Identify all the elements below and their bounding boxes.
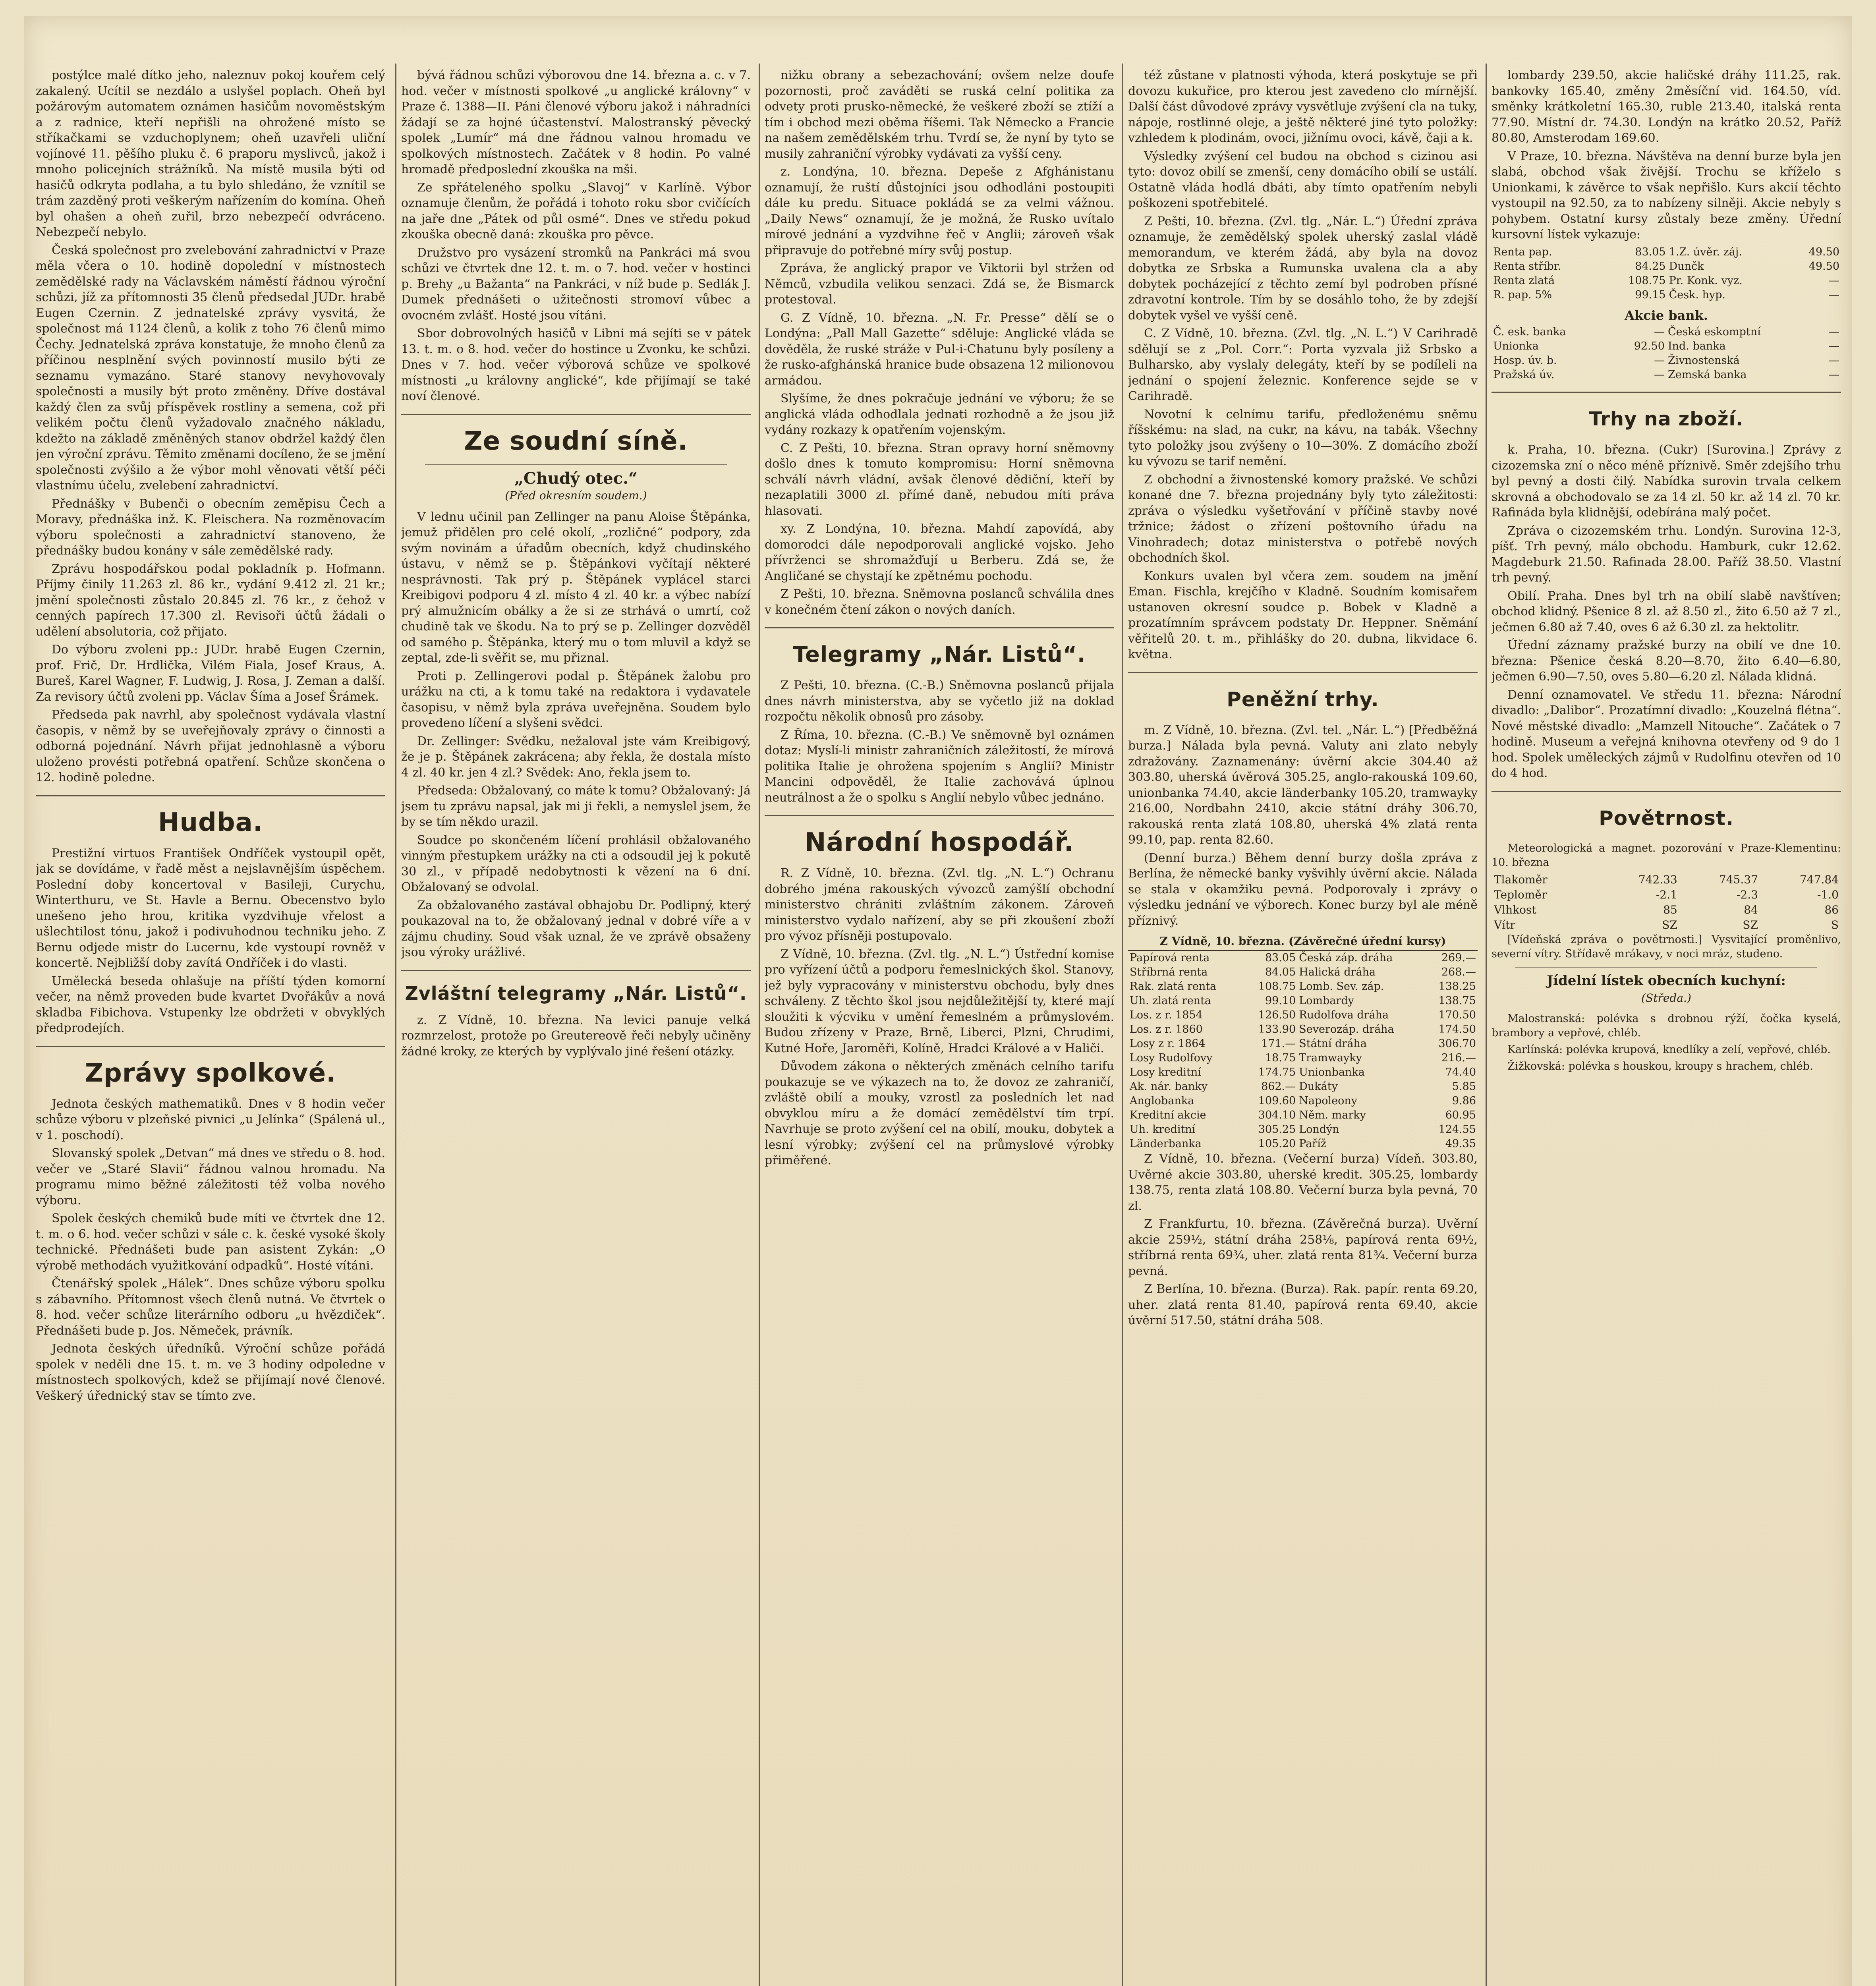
paragraph: Sbor dobrovolných hasičů v Libni má sejíti se v pátek 13. t. m. o 8. hod. večer do hostince u Zvonku, ke schůzi. Dnes v 7. hod. večer výborová schůze ve spolkové místnosti „u královny anglické“, kde přijímají se také noví členové. [401,326,751,403]
paragraph: Slovanský spolek „Detvan“ má dnes ve středu o 8. hod. večer ve „Staré Slavii“ řádnou valnou hromadu. Na programu mimo běžné záležitosti též volba nového výboru. [36,1146,385,1207]
cell-value: 18.75 [1265,1052,1296,1064]
price-row [1492,274,1841,288]
quotes-table-header: Z Vídně, 10. března. (Závěrečné úřední kursy) [1128,931,1478,950]
cell-label: Kreditní akcie [1130,1109,1206,1121]
paragraph: Čtenářský spolek „Hálek“. Dnes schůze výboru spolku s zábavního. Přítomnost všech členů nutná. Ve čtvrtek o 8. hod. večer schůze literárního odboru „u hvězdiček“. Přednášeti bude p. Jos. Němeček, právník. [36,1277,385,1338]
cell-value: 99.10 [1265,995,1296,1007]
paragraph: Z Pešti, 10. března. (C.-B.) Sněmovna poslanců přijala dnes návrh ministerstva, aby se vyčetlo již na doklad rozpočtu několik obnosů pro zásoby. [765,678,1114,724]
paragraph: Do výboru zvoleni pp.: JUDr. hrabě Eugen Czernin, prof. Frič, Dr. Hrdlička, Vilém Fiala, Josef Kraus, A. Bureš, Karel Wagner, F. Ludwig, J. Rosa, J. Zeman a další. Za revisory účtů zvoleni pp. Václav Šíma a Josef Šrámek. [36,643,385,704]
price-table-2 [1492,325,1841,382]
cell-label: Státní dráha [1299,1037,1367,1050]
paragraph: Soudce po skončeném líčení prohlásil obžalovaného vinným přestupkem urážky na cti a odsoudil jej k pokutě 30 zl., v případě nedobytnosti k vězení na 6 dní. Obžalovaný se odvolal. [401,833,751,894]
cell-value: 83.05 [1265,952,1296,964]
cell-label: Uh. kreditní [1130,1123,1196,1136]
paragraph: Proti p. Zellingerovi podal p. Štěpánek žalobu pro urážku na cti, a k tomu také na redaktora i vydavatele časopisu, v němž byla zpráva uveřejněna. Soudem bylo provedeno líčení a slyšeni svědci. [401,669,751,730]
paragraph: Předseda: Obžalovaný, co máte k tomu? Obžalovaný: Já jsem tu zprávu napsal, jak mi ji řekli, a nemyslel jsem, že by se tím někdo urazil. [401,784,751,829]
cell-label: Ak. nár. banky [1130,1080,1208,1093]
cell-label: Stříbrná renta [1130,966,1208,978]
cell-value: 170.50 [1438,1009,1476,1021]
cell-label: Tlakoměr [1494,873,1548,886]
quote-row [1128,950,1478,965]
divider [765,627,1114,628]
column-rule [759,64,760,1986]
cell-value: 99.15 [1635,288,1666,301]
cell-value: 306.70 [1438,1037,1476,1050]
cell-label: Tramwayky [1299,1052,1362,1064]
cell-value: 747.84 [1800,873,1839,886]
section-heading-hudba: Hudba. [158,808,263,837]
paragraph: Ze spřáteleného spolku „Slavoj“ v Karlíně. Výbor oznamuje členům, že pořádá i tohoto roku sbor cvičících na jaře dne „Pátek od půl osmé“. Dnes ve středu pokud zkouška obecně daná: zkouška pro pěvce. [401,180,751,241]
paragraph: nižku obrany a sebezachování; ovšem nelze doufe pozornosti, proč zaváděti se ruská celní politika za odvety proti prusko-německé, že veškeré zboží se ztíží a tím i obchod mezi oběma říšemi. Tak Německo a Francie na našem zemědělském trhu. Tvrdí se, že nyní by tyto se musily zahraniční výrobky vydávati za vyšší ceny. [765,68,1114,161]
quote-row [1128,1065,1478,1080]
paragraph: V Praze, 10. března. Návštěva na denní burze byla jen slabá, obchod však živější. Trochu se kříželo s Unionkami, k závěrce to však nepřišlo. Kurs akcií těchto vystoupil na 92.50, za to nabízeny silněji. Akcie nebyly s pohybem. Ostatní kursy zůstaly beze změny. Úřední kursovní lístek vykazuje: [1492,149,1841,241]
column-rule [1122,64,1123,1986]
weather-row [1492,872,1841,887]
quotes-table [1128,931,1478,1151]
weather-intro: Meteorologická a magnet. pozorování v Praze-Klementinu: 10. března [1492,842,1841,869]
price-row [1492,339,1841,354]
menu-item: Malostranská: polévka s drobnou rýží, čočka kyselá, brambory a vepřové, chléb. [1492,1012,1841,1039]
cell-label: Lomb. Sev. záp. [1299,980,1384,993]
cell-value: 174.75 [1258,1066,1296,1078]
cell-label: Česká eskomptní [1667,326,1761,338]
cell-label: 745.37 [1719,873,1758,886]
cell-label: SZ [1743,918,1758,931]
cell-label: Dunčk [1669,260,1704,272]
cell-value: 304.10 [1258,1109,1296,1121]
cell-label: Napoleony [1299,1095,1358,1107]
cell-value: 5.85 [1452,1080,1476,1093]
divider [36,795,385,796]
cell-value: S [1831,918,1839,931]
cell-label: Zemská banka [1667,369,1747,381]
cell-label: Renta stříbr. [1493,260,1561,272]
cell-label: Losy Rudolfovy [1130,1052,1213,1064]
paragraph: R. Z Vídně, 10. března. (Zvl. tlg. „N. L.“) Ochranu dobrého jména rakouských vývozců zamýšlí obchodní ministerstvo chrániti zvláštním zákonem. Zároveň ministerstvo vydalo nařízení, aby se při zkoušení zboží pro vývoz přísněji postupovalo. [765,866,1114,943]
paragraph: Z Pešti, 10. března. Sněmovna poslanců schválila dnes v konečném čtení zákon o nových daních. [765,587,1114,617]
cell-value: 138.75 [1438,995,1476,1007]
cell-value: 862.— [1261,1080,1296,1093]
price-row [1492,354,1841,368]
cell-label: Pražská úv. [1493,369,1555,381]
column-4 [1128,68,1478,1986]
cell-value: 216.— [1441,1052,1476,1064]
weather-row [1492,887,1841,902]
paragraph: Česká společnost pro zvelebování zahradnictví v Praze měla včera o 10. hodině dopolední v místnostech zemědělské rady na Václavském náměstí řádnou výroční schůzi, jíž za přítomnosti 35 členů předsedal JUDr. hrabě Eugen Czernin. Z jednatelské zprávy vysvitá, že společnost má 1124 členů, a kolik z toho 76 členů mimo Čechy. Jednatelská zpráva konstatuje, že mnoho členů za příčinou nesplnění svých povinností musilo býti ze seznamu vymazáno. Staré stanovy nevyhovovaly společnosti a musily být proto změněny. Dříve dostával každý člen za svůj příspěvek rostliny a semena, což při velikém počtu členů vyžadovalo značného nákladu, kdežto na základě změněných stanov obdržel každý člen jen výroční zprávu. Těmito změnami docíleno, že se jmění společnosti zvýšilo a že výbor mohl věnovati větší péči vlastnímu účelu, zvelebení zahradnictví. [36,243,385,493]
quote-row [1128,1022,1478,1037]
paragraph: též zůstane v platnosti výhoda, která poskytuje se při dovozu kukuřice, pro kterou jest zavedeno clo mírnější. Další část důvodové zprávy vysvětluje zvýšení cla na tuky, nápoje, rostlinné oleje, a ještě některé jiné tyto položky: vzhledem k plodinám, ovoci, jižnímu ovoci, kávě, čaji a k. [1128,68,1478,145]
section-heading-hospodar: Národní hospodář. [804,828,1074,857]
paragraph: Slyšíme, že dnes pokračuje jednání ve výboru; že se anglická vláda odhodlala jednati rozhodně a že jsou již vydány rozkazy k opatřením vojenským. [765,392,1114,437]
cell-value: -1.0 [1817,888,1839,901]
cell-value: 83.05 [1635,245,1666,258]
cell-value: SZ [1662,918,1677,931]
divider [1515,967,1817,968]
weather-row [1492,902,1841,918]
column-rule [395,64,396,1986]
paragraph: Výsledky zvýšení cel budou na obchod s cizinou asi tyto: dovoz obilí se zmenší, ceny domácího obilí se ustálí. Ostatně vláda hodlá dbáti, aby tímto opatřením nebyli poškozeni spotřebitelé. [1128,149,1478,210]
cell-value: — [1654,369,1665,381]
cell-value: 133.90 [1258,1023,1296,1036]
cell-value: 171.— [1261,1037,1296,1050]
cell-value: 174.50 [1438,1023,1476,1036]
divider [1492,791,1841,792]
section-heading-povetrnost: Povětrnost. [1599,806,1734,830]
paragraph: Jednota českých mathematiků. Dnes v 8 hodin večer schůze výboru v plzeňské pivnici „u Jelínka“ (Spálená ul., v 1. poschodí). [36,1097,385,1142]
section-heading-telegramy-nl: Telegramy „Nár. Listů“. [793,642,1086,667]
divider [1128,672,1478,673]
cell-label: Česká záp. dráha [1299,952,1393,964]
cell-label: Unionbanka [1299,1066,1365,1078]
weather-note: [Vídeňská zpráva o povětrnosti.] Vysvitající proměnlivo, severní vítry. Střídavě mrákavy, v noci mráz, studeno. [1492,933,1841,960]
jidelni-listek-day: (Středa.) [1641,991,1691,1005]
paragraph: Z Vídně, 10. března. (Zvl. tlg. „N. L.“) Ústřední komise pro vyřízení účtů a podporu řemeslnických škol. Stanovy, jež byly vypracovány v ministerstvu obchodu, byly dnes schváleny. Z těchto škol jsou nejdůležitější ty, které mají sloužiti k výcviku v umění řemeslném a průmyslovém. Budou zřízeny v Praze, Brně, Liberci, Plzni, Chrudimi, Kutné Hoře, Jaroměři, Kolíně, Hradci Králové a v Haliči. [765,947,1114,1055]
quote-row [1128,1122,1478,1137]
cell-label: Los. z r. 1854 [1130,1009,1203,1021]
cell-label: -2.3 [1736,888,1758,901]
column-2 [401,68,751,1986]
cell-label: Länderbanka [1130,1138,1202,1150]
cell-value: 60.95 [1445,1109,1476,1121]
column-3 [765,68,1114,1986]
paragraph: k. Praha, 10. března. (Cukr) [Surovina.] Zprávy z cizozemska zní o něco méně příznivě. Směr zdejšího trhu byl pevný a dosti čilý. Nabídka surovin trvala celkem skrovná a obchodovalo se za 14 zl. 50 kr. až 14 zl. 70 kr. Rafináda byla klidnější, odebírána malý počet. [1492,443,1841,520]
cell-label: Rak. zlatá renta [1130,980,1217,993]
paragraph: Družstvo pro vysázení stromků na Pankráci má svou schůzi ve čtvrtek dne 12. t. m. o 7. hod. večer v hostinci p. Brehy „u Bažanta“ na Pankráci, v níž bude p. Sedlák J. Dumek přednášeti o užitečnosti stromoví vůbec a ovocném zvlášť. Hosté jsou vítáni. [401,245,751,323]
paragraph: Předseda pak navrhl, aby společnost vydávala vlastní časopis, v němž by se uveřejňovaly zprávy o činnosti a odborná pojednání. Návrh přijat jednohlasně a výboru uloženo provésti potřebná opatření. Schůze skončena o 12. hodině poledne. [36,708,385,784]
cell-label: Česk. hyp. [1669,288,1726,301]
cell-value: 49.50 [1808,260,1839,272]
cell-label: Paříž [1299,1138,1327,1150]
column-rule [1486,64,1487,1986]
paragraph: z. Z Vídně, 10. března. Na levici panuje velká rozmrzelost, protože po Greutereově řeči nebyly učiněny žádné kroky, ze kterých by vyplývalo jiné řešení otázky. [401,1013,751,1059]
cell-value: 126.50 [1258,1009,1296,1021]
cell-label: Lombardy [1299,995,1354,1007]
section-heading-telegramy: Zvláštní telegramy „Nár. Listů“. [405,982,747,1004]
cell-value: -2.1 [1656,888,1677,901]
case-subtitle: (Před okresním soudem.) [505,489,647,502]
quote-row [1128,979,1478,994]
paragraph: z. Londýna, 10. března. Depeše z Afghánistanu oznamují, že ruští důstojníci jsou odhodláni postoupiti dále ku predu. Situace pokládá se za velmi vážnou. „Daily News“ oznamují, že je možná, že Rusko uvítalo mírové jednání a vyzdvihne řeč v Anglii; zároveň však připravuje do potřebné míry svůj postup. [765,165,1114,257]
quote-row [1128,994,1478,1008]
cell-value: 84.05 [1265,966,1296,978]
paragraph: Spolek českých chemiků bude míti ve čtvrtek dne 12. t. m. o 6. hod. večer schůzi v sále c. k. české vysoké školy technické. Přednášeti bude pan asistent Zykán: „O výrobě methodách využitkování odpadků“. Hosté vítáni. [36,1211,385,1273]
price-row [1492,368,1841,382]
quote-row [1128,1037,1478,1051]
menu-item: Karlínská: polévka krupová, knedlíky a zelí, vepřové, chléb. [1507,1043,1831,1056]
paragraph: Z obchodní a živnostenské komory pražské. Ve schůzi konané dne 7. března projednány byly tyto záležitosti: zpráva o výsledku vyšetřování v příčině stavby nové tržnice; žádost o zřízení poštovního úřadu na Vinohradech; dotaz ministerstva o potřebě nových obchodních škol. [1128,472,1478,565]
column-1 [36,68,385,1986]
cell-value: — [1829,340,1839,352]
paragraph: G. Z Vídně, 10. března. „N. Fr. Presse“ dělí se o Londýna: „Pall Mall Gazette“ sděluje: Anglické vláda se dověděla, že ruské stráže v Pul-i-Chatunu byly posíleny a že rusko-afghánská hranice bude obsazena 12 milionovou armádou. [765,311,1114,388]
paragraph: Důvodem zákona o některých změnách celního tarifu poukazuje se ve výkazech na to, že dovoz ze zahraničí, zvláště obilí a mouky, vzrostl za posledních let nad obvyklou míru a že domácí zemědělství tím trpí. Navrhuje se proto zvýšení cel na obilí, mouku, dobytek a lesní výrobky; zvýšení cel na průmyslové výrobky přiměřené. [765,1059,1114,1167]
price-row [1492,245,1841,259]
divider [425,464,727,465]
paragraph: Novotní k celnímu tarifu, předloženému sněmu říšskému: na slad, na cukr, na kávu, na tabák. Všechny tyto položky jsou zvýšeny o 10—30%. Z domácího zboží ku vývozu se tarif nemění. [1128,407,1478,468]
price-row [1492,288,1841,302]
section-heading-trhy-zbozi: Trhy na zboží. [1589,408,1744,430]
cell-label: Severozáp. dráha [1299,1023,1394,1036]
quote-row [1128,1094,1478,1108]
cell-value: 742.33 [1638,873,1677,886]
cell-label: Renta zlatá [1493,274,1555,287]
quote-row [1128,1051,1478,1065]
paragraph: m. Z Vídně, 10. března. (Zvl. tel. „Nár. L.“) [Předběžná burza.] Nálada byla pevná. Valuty ani zlato nebyly zdražovány. Zaznamenány: úvěrní akcie 304.40 až 303.80, uherská úvěrová 305.25, anglo-rakouská 109.60, unionbanka 74.40, akcie länderbanky 105.20, tramwayky 216.00, Nordbahn 2410, akcie státní dráhy 306.70, rakouská renta zlatá 108.80, uherská 4% zlatá renta 99.10, pap. renta 82.60. [1128,723,1478,847]
cell-label: R. pap. 5% [1493,288,1552,301]
quote-row [1128,1080,1478,1094]
cell-value: 85 [1663,903,1677,916]
cell-label: 84 [1744,903,1758,916]
cell-value: 84.25 [1635,260,1666,272]
cell-label: Něm. marky [1299,1109,1366,1121]
cell-label: Losy kreditní [1130,1066,1201,1078]
newspaper-page [24,16,1852,1986]
cell-label: Teploměr [1494,888,1547,901]
cell-label: Č. esk. banka [1493,326,1566,338]
paragraph: Umělecká beseda ohlašuje na příští týden komorní večer, na němž proveden bude kvartet Dvořákův a nová skladba Fibichova. Vstupenky lze obdržeti v obvyklých předprodejích. [36,974,385,1035]
section-heading-soud: Ze soudní síně. [464,426,688,456]
paragraph: (Denní burza.) Během denní burzy došla zpráva z Berlína, že německé banky vyšvihly úvěrní akcie. Nálada se stala v okamžiku pevná. Podporovaly i zprávy o výsledku jednání ve výborech. Konec burzy byl ale méně příznivý. [1128,851,1478,928]
cell-label: Živnostenská [1667,354,1740,367]
weather-table [1492,872,1841,933]
paragraph: C. Z Pešti, 10. března. Stran opravy horní sněmovny došlo dnes k tomuto kompromisu: Horní sněmovna schválí návrh vládní, avšak členové dědiční, kteří by nezaplatili 3000 zl. přímé daně, nebudou míti práva hlasovati. [765,441,1114,518]
paragraph: Obilí. Praha. Dnes byl trh na obilí slabě navštíven; obchod klidný. Pšenice 8 zl. až 8.50 zl., žito 6.50 až 7 zl., ječmen 6.80 až 7.40, oves 6 až 6.30 zl. za hektolitr. [1492,589,1841,634]
cell-value: 105.20 [1258,1138,1296,1150]
paragraph: Za obžalovaného zastával obhajobu Dr. Podlipný, který poukazoval na to, že obžalovaný jednal v dobré víře a v zájmu chudiny. Soud však uznal, že ve zprávě obsaženy jsou výroky urážlivé. [401,898,751,959]
quote-row [1128,965,1478,979]
cell-value: — [1654,326,1665,338]
paragraph: Zpráva o cizozemském trhu. Londýn. Surovina 12-3, píšť. Trh pevný, málo obchodu. Hamburk, cukr 12.62. Magdeburk 21.50. Rafinada 28.00. Paříž 38.50. Vlastní trh pevný. [1492,524,1841,585]
paragraph: Prestižní virtuos František Ondříček vystoupil opět, jak se dovídáme, v řadě měst a nejslavnějším úspěchem. Poslední doby koncertoval v Basileji, Curychu, Winterthuru, ve St. Havle a Bernu. Obecenstvo bylo unešeno jeho hrou, kritika vyzdvihuje vřelost a ušlechtilost tónu, jakož i podivuhodnou techniku jeho. Z Bernu odjede mistr do Lucernu, kde vystoupí rovněž v koncertě. Nejbližší doby zavítá Ondříček i do vlasti. [36,846,385,970]
subheading-akcie: Akcie bank. [1625,307,1708,323]
divider [1492,392,1841,393]
price-table-1 [1492,245,1841,302]
cell-value: 108.75 [1258,980,1296,993]
cell-value: — [1829,274,1839,287]
paragraph: Konkurs uvalen byl včera zem. soudem na jmění Eman. Fischla, krejčího v Kladně. Soudním komisařem ustanoven okresní soudce p. Bobek v Kladně a prozatímním správcem podstaty Dr. Heppner. Sněmání věřitelů 20. t. m., přihlášky do 20. dubna, likvidace 6. května. [1128,569,1478,661]
cell-label: Pr. Konk. vyz. [1669,274,1743,287]
paragraph: Jednota českých úředníků. Výroční schůze pořádá spolek v neděli dne 15. t. m. ve 3 hodiny odpoledne v místnostech spolkových, kdež se přijímají nové členové. Veškerý úřednický stav se tímto zve. [36,1342,385,1403]
cell-label: 1.Z. úvěr. záj. [1669,245,1742,258]
cell-value: 86 [1824,903,1839,916]
section-heading-penezni-trhy: Peněžní trhy. [1227,688,1379,711]
cell-value: 108.75 [1628,274,1666,287]
cell-label: Vítr [1494,918,1515,931]
cell-value: 74.40 [1445,1066,1476,1078]
paragraph: xy. Z Londýna, 10. března. Mahdí zapovídá, aby domorodci dále nepodporovali anglické vojsko. Jeho přívrženci se shromažďují u Berberu. Zdá se, že Angličané se chystají ke zpětnému pochodu. [765,522,1114,583]
paragraph: Zpráva, že anglický prapor ve Viktorii byl stržen od Němců, vzbudila velikou senzaci. Zdá se, že Bismarck protestoval. [765,261,1114,307]
paragraph: postýlce malé dítko jeho, naleznuv pokoj kouřem celý zakalený. Ucítil se nezdálo a uslyšel poplach. Oheň byl požárovým automatem oznámen hasičům novoměstským a z radnice, kteří nepřišli na ohrožené místo se stříkačkami se vzduchoplynem; oheň uzavřeli uliční vojínové 11. pěšího pluku č. 6 praporu myslivců, jakož i mnoho policejních strážníků. Na místě musila býti od hasičů odkryta podlaha, a tu bylo shledáno, že vznítil se trám zazděný proti veškerým nařízením do komína. Oheň byl ohašen a oheň zuřil, brzo nebezpečí odvráceno. Nebezpečí nebylo. [36,68,385,239]
paragraph: Z Frankfurtu, 10. března. (Závěrečná burza). Uvěrní akcie 259½, státní dráha 258⅛, papírová renta 69½, stříbrná renta 69¾, uher. zlatá renta 81¾. Večerní burza pevná. [1128,1217,1478,1278]
quote-row [1128,1008,1478,1022]
paragraph: Z Pešti, 10. března. (Zvl. tlg. „Nár. L.“) Úřední zpráva oznamuje, že zemědělský spolek uherský zaslal vládě memorandum, ve kterém žádá, aby byla na dovoz dobytka ze Srbska a Rumunska uvalena cla a aby dobytek pocházející z těchto zemí byl podroben přísné zdravotní kontrole. Tím by se dosáhlo toho, že by zdejší dobytek vyšel ve vyšší ceně. [1128,214,1478,323]
cell-value: 124.55 [1438,1123,1476,1136]
paragraph: Dr. Zellinger: Svědku, nežaloval jste vám Kreibigový, že je p. Štěpánek zakrácena; aby řekla, že dostala místo 4 zl. 40 kr. jen 4 zl.? Svědek: Ano, řekla jsem to. [401,734,751,780]
cell-value: 109.60 [1258,1095,1296,1107]
cell-value: 49.50 [1808,245,1839,258]
cell-label: Papírová renta [1130,952,1210,964]
price-row [1492,259,1841,274]
column-5 [1492,68,1841,1986]
divider [36,1046,385,1047]
cell-label: Los. z r. 1860 [1130,1023,1203,1036]
cell-value: — [1654,354,1665,367]
paragraph: Z Říma, 10. března. (C.-B.) Ve sněmovně byl oznámen dotaz: Myslí-li ministr zahraničních záležitostí, že mírová politika Italie je ohrožena spojením s Anglií? Ministr Mancini odpověděl, že Italie zachovává úplnou neutrálnost a že o spolku s Anglií nebylo vůbec jednáno. [765,728,1114,805]
cell-value: 49.35 [1445,1138,1476,1150]
paragraph: Úřední záznamy pražské burzy na obilí ve dne 10. března: Pšenice česká 8.20—8.70, žito 6.40—6.80, ječmen 6.90—7.50, oves 5.80—6.20 zl. Nálada klidná. [1492,638,1841,684]
divider [765,815,1114,816]
weather-row [1492,918,1841,933]
divider [401,414,751,415]
paragraph: C. Z Vídně, 10. března. (Zvl. tlg. „N. L.“) V Carihradě sdělují se z „Pol. Corr.“: Porta vyzvala již Srbsko a Bulharsko, aby vyslaly delegáty, kteří by se podíleli na jednání o spojení železnic. Konference sejde se v Carihradě. [1128,326,1478,403]
paragraph: Z Berlína, 10. března. (Burza). Rak. papír. renta 69.20, uher. zlatá renta 81.40, papírová renta 69.40, akcie úvěrní 517.50, státní dráha 508. [1128,1282,1478,1327]
cell-label: Dukáty [1299,1080,1338,1093]
paragraph: lombardy 239.50, akcie haličské dráhy 111.25, rak. bankovky 165.40, změny 2měsíční vid. 164.50, víd. směnky krátkoletní 165.30, ruble 213.40, italská renta 77.90. Místní dr. 74.30. Londýn na krátko 20.52, Paříž 80.80, Amsterodam 169.60. [1492,68,1841,145]
paragraph: bývá řádnou schůzi výborovou dne 14. března a. c. v 7. hod. večer v místnosti spolkové „u anglické královny“ v Praze č. 1388—II. Páni členové výboru jakož i náhradníci žádají se za hojné účastenství. Malostranský pěvecký spolek „Lumír“ má dne řádnou valnou hromadu ve spolkových místnostech. Začátek v 8 hodin. Po valné hromadě předposlední zkouška na mši. [401,68,751,176]
paragraph: V lednu učinil pan Zellinger na panu Aloise Štěpánka, jemuž přidělen pro celé okolí, „rozličné“ podpory, zda svým novinám a úřadům obecních, když chudinského ústavu, v němž se p. Štěpánkovi vyčítají některé nesprávnosti. Tak prý p. Štěpánek vyplácel starci Kreibigovi podporu 4 zl. místo 4 zl. 40 kr. a výbec nabízí prý almužnicím obálky a že si ze strhává o umrtí, což chudině tak ve škodu. Na to prý se p. Zellinger dozvěděl od samého p. Štěpánka, který mu o tom mluvil a když se zeptal, zde-li svěřit se, mu přiznal. [401,510,751,665]
paragraph: Z Vídně, 10. března. (Večerní burza) Vídeň. 303.80, Uvěrné akcie 303.80, uherské kredit. 305.25, lombardy 138.75, renta zlatá 108.80. Večerní burza byla pevná, 70 zl. [1128,1152,1478,1213]
cell-label: Losy z r. 1864 [1130,1037,1206,1050]
cell-value: 9.86 [1452,1095,1476,1107]
cell-label: Halická dráha [1299,966,1376,978]
case-title: „Chudý otec.“ [514,469,638,488]
cell-value: 269.— [1441,952,1476,964]
cell-label: Uh. zlatá renta [1130,995,1211,1007]
cell-value: — [1829,354,1839,367]
price-row [1492,325,1841,339]
subheading-jidelni-listek: Jídelní lístek obecních kuchyní: [1547,972,1786,989]
cell-value: — [1829,288,1839,301]
cell-label: Londýn [1299,1123,1339,1136]
cell-value: 92.50 [1634,340,1665,352]
quote-row [1128,1108,1478,1122]
cell-label: Hosp. úv. b. [1493,354,1557,367]
paragraph: Zprávu hospodářskou podal pokladník p. Hofmann. Příjmy činily 11.263 zl. 86 kr., vydání 9.412 zl. 21 kr.; jmění společnosti zůstalo 20.845 zl. 76 kr., z čehož v cenných papírech 17.300 zl. Revisoři účtů žádali o udělení absolutoria, což přijato. [36,562,385,639]
quote-row [1128,1137,1478,1151]
paragraph: Přednášky v Bubenči o obecním zeměpisu Čech a Moravy, přednáška inž. K. Fleischera. Na rozměnovacím výboru společnosti a zahradnictví stanoveno, že přednášky budou konány v sále zemědělské rady. [36,496,385,558]
cell-value: — [1829,326,1839,338]
divider [401,970,751,971]
section-heading-spolkove: Zprávy spolkové. [85,1058,336,1088]
cell-label: Unionka [1493,340,1539,352]
cell-value: 138.25 [1438,980,1476,993]
cell-value: 268.— [1441,966,1476,978]
cell-label: Ind. banka [1667,340,1726,352]
cell-value: 305.25 [1258,1123,1296,1136]
cell-label: Renta pap. [1493,245,1552,258]
cell-label: Vlhkost [1494,903,1536,916]
menu-item: Žižkovská: polévka s houskou, kroupy s hrachem, chléb. [1507,1060,1813,1072]
cell-value: — [1829,369,1839,381]
paragraph: Denní oznamovatel. Ve středu 11. března: Národní divadlo: „Dalibor“. Prozatímní divadlo: „Kouzelná flétna“. Nové městské divadlo: „Mamzell Nitouche“. Začátek o 7 hodině. Museum a veřejná knihovna otevřeny od 9 do 1 hod. Spolek uměleckých zájmů v Rudolfinu otevřen od 10 do 4 hod. [1492,688,1841,780]
cell-label: Rudolfova dráha [1299,1009,1389,1021]
cell-label: Anglobanka [1130,1095,1194,1107]
